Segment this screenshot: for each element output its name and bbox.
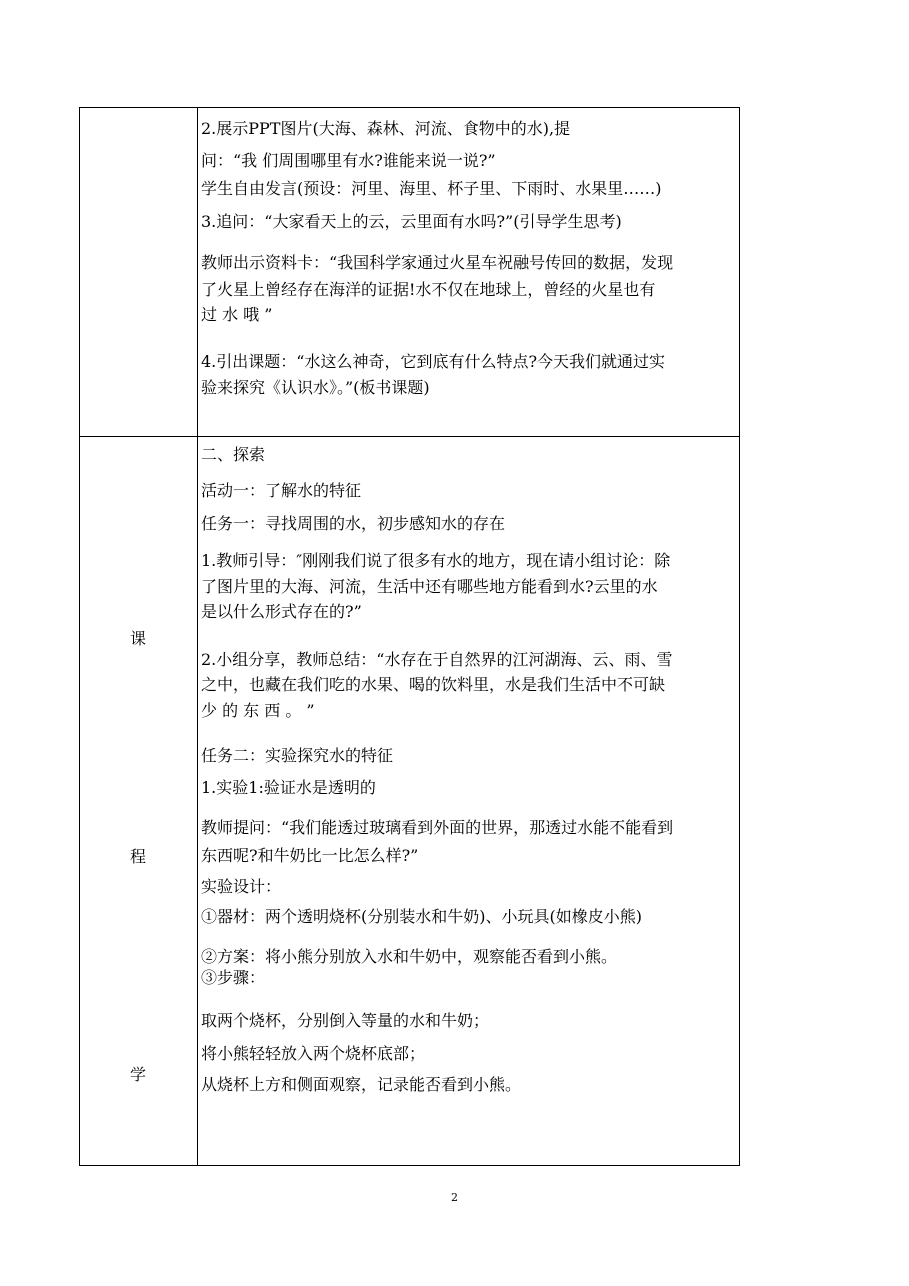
table-top-border [79, 107, 740, 108]
table-row-divider [79, 436, 740, 437]
text-line: 1.实验1:验证水是透明的 [201, 778, 376, 797]
table-bottom-border [79, 1165, 740, 1166]
text-line: 之中，也藏在我们吃的水果、喝的饮料里，水是我们生活中不可缺 [201, 675, 666, 694]
text-line: ①器材：两个透明烧杯(分别装水和牛奶)、小玩具(如橡皮小熊) [201, 907, 642, 926]
text-line: 了图片里的大海、河流，生活中还有哪些地方能看到水?云里的水 [201, 577, 658, 596]
text-line: ②方案：将小熊分别放入水和牛奶中，观察能否看到小熊。 [201, 947, 618, 966]
text-line: 3.追问：“大家看天上的云，云里面有水吗?”(引导学生思考) [201, 212, 622, 231]
text-line: 少 的 东 西 。 ” [201, 701, 315, 720]
text-line: 过 水 哦 ” [201, 305, 273, 324]
task-heading: 任务一：寻找周围的水，初步感知水的存在 [201, 514, 506, 533]
text-line: 教师提问：“我们能透过玻璃看到外面的世界，那透过水能不能看到 [201, 818, 674, 837]
side-label-char: 程 [129, 847, 146, 866]
table-column-divider [197, 107, 198, 1166]
text-line: 1.教师引导：″刚刚我们说了很多有水的地方，现在请小组讨论：除 [201, 551, 671, 570]
side-label-char: 学 [129, 1065, 146, 1084]
side-label-char: 课 [129, 629, 146, 648]
page-number: 2 [451, 1191, 458, 1204]
text-line: 东西呢?和牛奶比一比怎么样?” [201, 846, 419, 865]
section-heading: 二、探索 [201, 445, 266, 464]
text-line: 是以什么形式存在的?” [201, 602, 362, 621]
text-line: 取两个烧杯，分别倒入等量的水和牛奶； [201, 1011, 490, 1030]
text-line: 2.展示PPT图片(大海、森林、河流、食物中的水),提 [201, 119, 571, 138]
text-line: 4.引出课题：“水这么神奇，它到底有什么特点?今天我们就通过实 [201, 352, 666, 371]
text-line: 验来探究《认识水》。”(板书课题) [201, 378, 430, 397]
text-line: ③步骤： [201, 968, 266, 987]
text-line: 了火星上曾经存在海洋的证据!水不仅在地球上，曾经的火星也有 [201, 280, 656, 299]
text-line: 教师出示资料卡：“我国科学家通过火星车祝融号传回的数据，发现 [201, 253, 674, 272]
table-right-border [739, 107, 740, 1166]
text-line: 问：“我 们周围哪里有水?谁能来说一说?” [201, 151, 496, 170]
text-line: 实验设计： [201, 877, 282, 896]
text-line: 2.小组分享，教师总结：“水存在于自然界的江河湖海、云、雨、雪 [201, 650, 673, 669]
text-line: 从烧杯上方和侧面观察，记录能否看到小熊。 [201, 1075, 522, 1094]
activity-heading: 活动一：了解水的特征 [201, 481, 362, 500]
text-line: 学生自由发言(预设：河里、海里、杯子里、下雨时、水果里……) [201, 179, 662, 198]
text-line: 将小熊轻轻放入两个烧杯底部； [201, 1044, 426, 1063]
task-heading: 任务二：实验探究水的特征 [201, 746, 394, 765]
